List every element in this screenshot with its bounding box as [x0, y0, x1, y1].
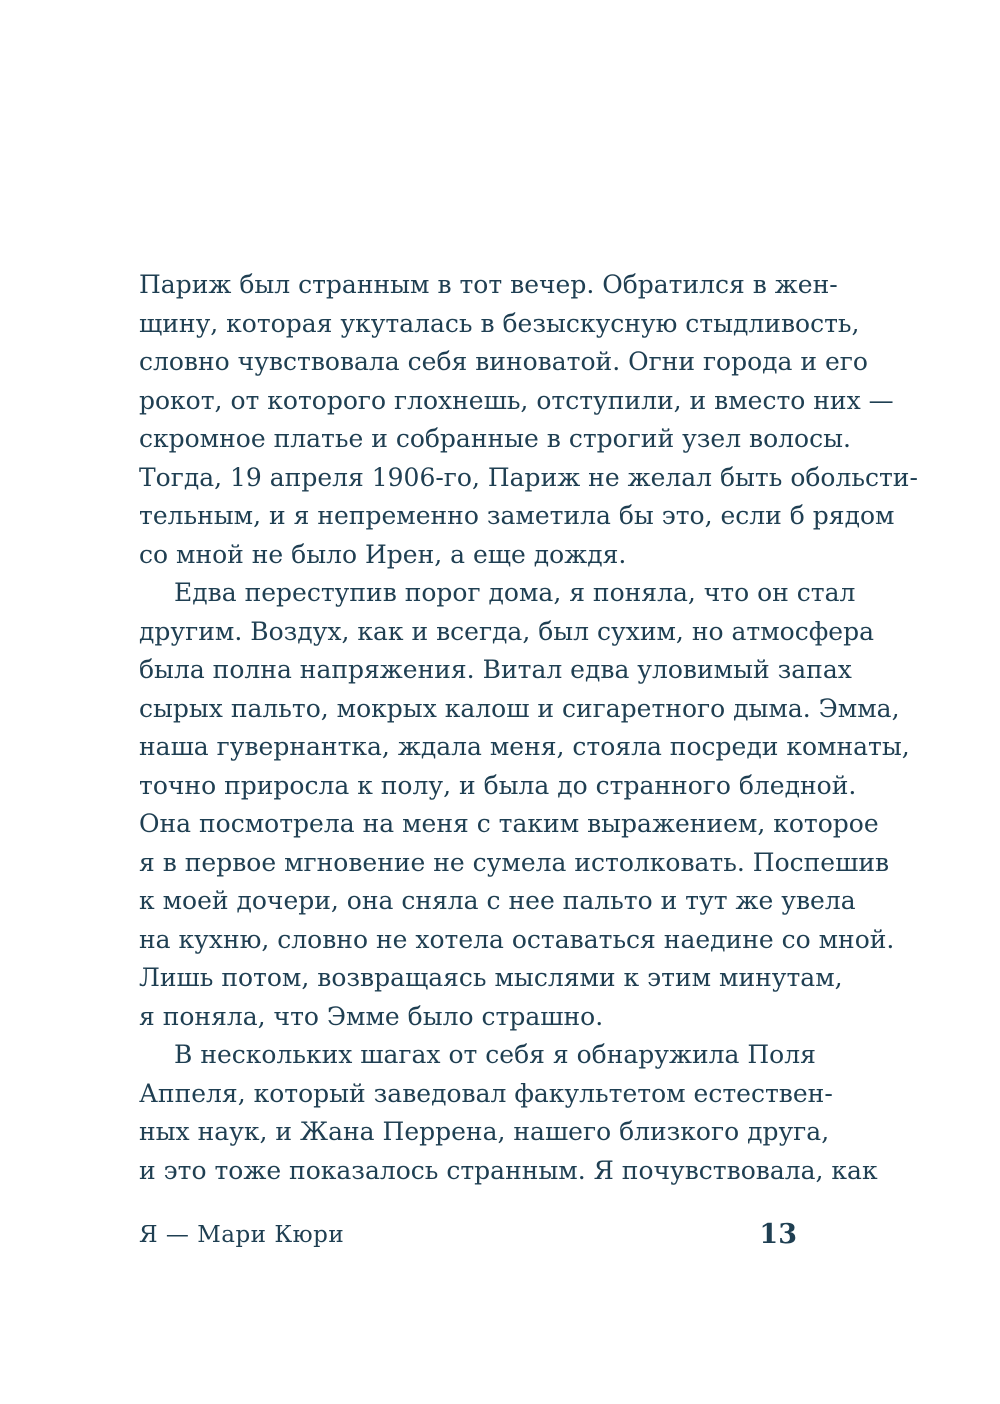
text-line: тельным, и я непременно заметила бы это, если б рядом — [139, 501, 895, 530]
running-title: Я — Мари Кюри — [139, 1222, 345, 1248]
text-line: и это тоже показалось странным. Я почувствовала, как — [139, 1155, 878, 1185]
text-line: другим. Воздух, как и всегда, был сухим, но атмосфера — [139, 616, 874, 646]
text-line: со мной не было Ирен, а еще дождя. — [139, 539, 627, 569]
body-text — [139, 266, 918, 1190]
text-line: на кухню, словно не хотела оставаться наедине со мной. — [139, 924, 895, 954]
text-line: Тогда, 19 апреля 1906-го, Париж не желал быть обольсти- — [139, 462, 918, 492]
text-line: В нескольких шагах от себя я обнаружила Поля — [174, 1040, 816, 1069]
paragraph-2 — [139, 574, 910, 1036]
text-line: скромное платье и собранные в строгий узел волосы. — [139, 424, 851, 453]
text-line: сырых пальто, мокрых калош и сигаретного дыма. Эмма, — [139, 693, 900, 723]
text-line: Лишь потом, возвращаясь мыслями к этим минутам, — [139, 963, 843, 992]
text-line: Аппеля, который заведовал факультетом естествен- — [139, 1078, 833, 1108]
text-line: к моей дочери, она сняла с нее пальто и тут же увела — [139, 886, 856, 915]
page-number: 13 — [759, 1219, 797, 1250]
text-line: ных наук, и Жана Перрена, нашего близкого друга, — [139, 1117, 830, 1146]
text-line: я поняла, что Эмме было страшно. — [139, 1001, 604, 1031]
text-line: Она посмотрела на меня с таким выражением, которое — [139, 809, 879, 838]
paragraph-1 — [139, 266, 918, 574]
text-line: точно приросла к полу, и была до странного бледной. — [139, 770, 857, 800]
text-line: словно чувствовала себя виноватой. Огни города и его — [139, 347, 868, 376]
text-line: была полна напряжения. Витал едва уловимый запах — [139, 655, 852, 684]
text-line: Париж был странным в тот вечер. Обратился в жен- — [139, 270, 838, 299]
text-line: щину, которая укуталась в безыскусную стыдливость, — [139, 308, 860, 338]
text-line: наша гувернантка, ждала меня, стояла посреди комнаты, — [139, 732, 910, 761]
text-line: рокот, от которого глохнешь, отступили, и вместо них — — [139, 385, 894, 415]
text-line: я в первое мгновение не сумела истолковать. Поспешив — [139, 847, 890, 877]
text-line: Едва переступив порог дома, я поняла, что он стал — [174, 578, 856, 607]
paragraph-3 — [139, 1036, 878, 1190]
